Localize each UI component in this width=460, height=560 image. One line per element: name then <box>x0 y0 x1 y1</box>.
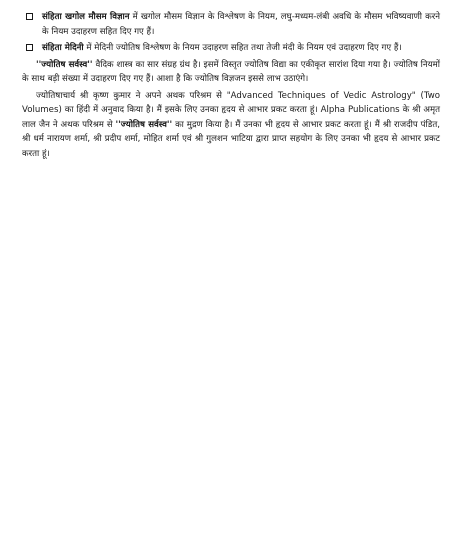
paragraph-summary <box>22 58 440 87</box>
bullet-item-medini <box>22 41 440 56</box>
bullet-text: में खगोल मौसम विज्ञान के विश्लेषण के नियम, लघु-मध्यम-लंबी अवधि के मौसम भविष्यवाणी करने के नियम उदाहरण सहित दिए गए हैं। <box>42 12 440 37</box>
bullet-item-weather <box>22 10 440 39</box>
book-title-inline: ''ज्योतिष सर्वस्व'' <box>115 119 173 130</box>
book-title-lead: ''ज्योतिष सर्वस्व'' <box>36 59 93 70</box>
paragraph-acknowledgements <box>22 89 440 162</box>
paragraph-text: वैदिक शास्त्र का सार संग्रह ग्रंथ है। इसमें विस्तृत ज्योतिष विद्या का एकीकृत सारांश दिया गया है। ज्योतिष नियमों के साथ बड़ी संख्या में उदाहरण दिए गए हैं। आशा है कि ज्योतिष विज्ञजन इससे लाभ उठाएंगे। <box>22 59 441 84</box>
checkbox-square-icon <box>26 44 33 51</box>
bullet-text: में मेदिनी ज्योतिष विश्लेषण के नियम उदाहरण सहित तथा तेजी मंदी के नियम एवं उदाहरण दिए गए हैं। <box>86 43 402 53</box>
bullet-term: संहिता खगोल मौसम विज्ञान <box>42 12 130 22</box>
checkbox-square-icon <box>26 13 33 20</box>
paragraph-text: ज्योतिषाचार्य श्री कृष्ण कुमार ने अपने अथक परिश्रम से "Advanced Techniques of Vedic Astrology" (Two Volumes) का हिंदी में अनुवाद किया है। मैं इसके लिए उनका हृदय से आभार प्रकट करता हूं। Alpha Publications के श्री अमृत लाल जैन ने अथक परिश्रम से <box>22 90 440 130</box>
bullet-term: संहिता मेदिनी <box>42 43 84 53</box>
paragraph-text: का मुद्रण किया है। मैं उनका भी हृदय से आभार प्रकट करता हूं। मैं श्री राजदीप पंडित, श्री धर्म नारायण शर्मा, श्री प्रदीप शर्मा, मोहित शर्मा एवं श्री गुलशन भाटिया द्वारा प्राप्त सहयोग के लिए उनका भी हृदय से आभार प्रकट करता हूं। <box>22 119 440 159</box>
